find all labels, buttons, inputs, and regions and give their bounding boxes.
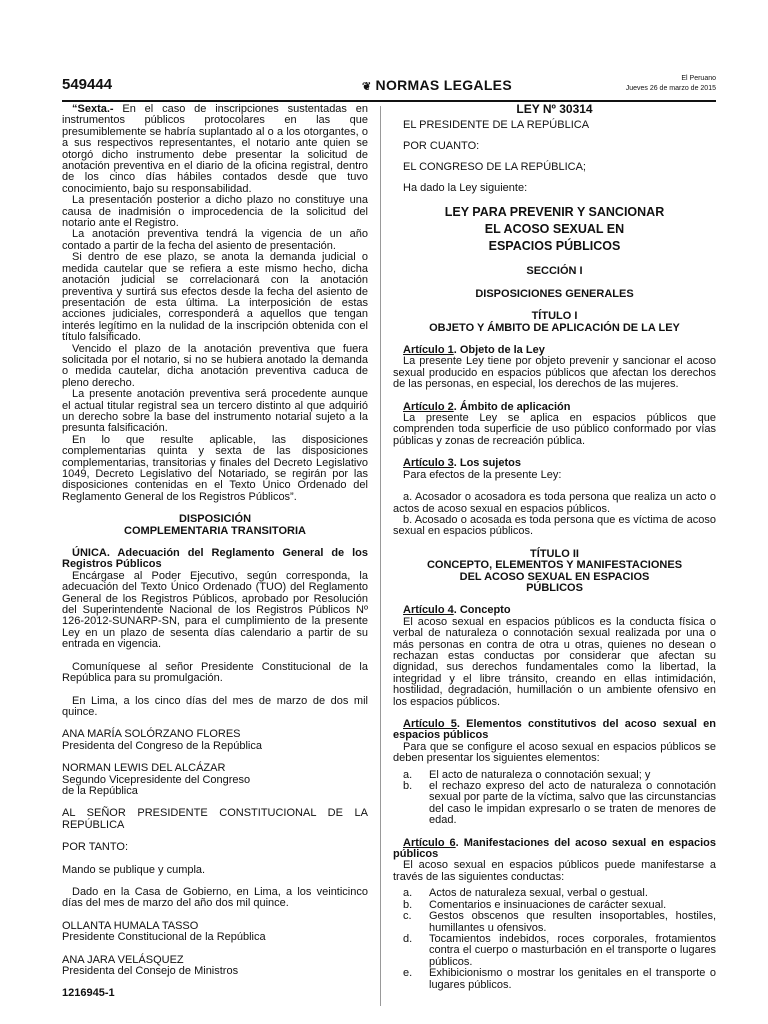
publisher-name: El Peruano: [681, 75, 716, 82]
preamble: EL PRESIDENTE DE LA REPÚBLICA POR CUANTO: EL CONGRESO DE LA REPÚBLICA; Ha dado la Ley siguiente:: [403, 119, 590, 195]
paragraph: Para efectos de la presente Ley:: [403, 468, 562, 481]
publication-logo: [362, 77, 512, 93]
paragraph: La presente Ley se aplica en espacios públicos que comprenden toda superficie de uso público conformado por vías públicas y zonas de recreación pública.: [393, 412, 716, 447]
list-item: d. Tocamientos indebidos, roces corporales, frotamientos contra el cuerpo o masturbación en el transporte o lugares públicos.: [403, 932, 716, 968]
paragraph: En Lima, a los cinco días del mes de marzo de dos mil quince.: [62, 694, 368, 718]
paragraph: Encárgase al Poder Ejecutivo, según corresponda, la adecuación del Texto Único Ordenado (TUO) del Reglamento General de los Registros Públicos, aprobado por Resolución del Superintendente Nacional de los Registros Públicos Nº 126-2012-SUNARP-SN, para el cumplimiento de la presente Ley en un plazo de sesenta días calendario a partir de su entrada en vigencia.: [62, 569, 368, 651]
coat-of-arms-icon: ❦: [362, 81, 372, 93]
paragraph: Si dentro de ese plazo, se anota la demanda judicial o medida cautelar que se refiera a este mismo hecho, dicha anotación judicial se correlacionará con la anotación preventiva y surtirá sus efectos desde la fecha del asiento de presentación de esta última. La interposición de estas acciones judiciales, corresponderá a aquellos que tengan interés legítimo en la nulidad de la inscripción obtenida con el título falsificado.: [62, 251, 368, 344]
list-item: c. Gestos obscenos que resulten insoportables, hostiles, humillantes u ofensivos.: [403, 910, 716, 934]
logo-text: NORMAS LEGALES: [375, 77, 512, 93]
paragraph: b. Acosado o acosada es toda persona que es víctima de acoso sexual en espacios públicos.: [393, 513, 716, 538]
paragraph: Vencido el plazo de la anotación preventiva que fuera solicitada por el notario, si no se hubiera anotado la demanda o medida cautelar, dicha anotación preventiva caduca de pleno derecho.: [62, 342, 368, 389]
paragraph: La presente Ley tiene por objeto prevenir y sancionar el acoso sexual producido en espacios públicos que afectan los derechos de las personas, en especial, los derechos de las mujeres.: [393, 355, 716, 391]
document-code: 1216945-1: [62, 987, 115, 1000]
list-item: a. El acto de naturaleza o connotación sexual; y: [403, 768, 651, 781]
paragraph: “Sexta.- En el caso de inscripciones sustentadas en instrumentos públicos protocolares en las que presumiblemente se habría suplantado al o a los otorgantes, o a sus respectivos representantes, el notario ante quien se otorgó dicho instrumento debe presentar la solicitud de anotación preventiva en el diario de la oficina registral, dentro de los cinco días hábiles contados desde que tuvo conocimiento, bajo su responsabilidad.: [62, 103, 368, 195]
header-meta: [626, 74, 716, 94]
paragraph: POR TANTO:: [62, 841, 129, 854]
paragraph: a. Acosador o acosadora es toda persona que realiza un acto o actos de acoso sexual en espacios públicos.: [393, 491, 716, 515]
list-item: a. Actos de naturaleza sexual, verbal o gestual.: [403, 887, 648, 900]
paragraph: La presentación posterior a dicho plazo no constituye una causa de inadmisión o improcedencia de la solicitud del notario ante el Registro.: [62, 194, 368, 230]
signatory: ANA MARÍA SOLÓRZANO FLORES Presidenta del Congreso de la República: [62, 728, 262, 752]
column-divider: [380, 106, 381, 1006]
paragraph: Mando se publique y cumpla.: [62, 863, 206, 876]
paragraph: En lo que resulte aplicable, las disposiciones complementarias quinta y sexta de las disposiciones complementarias, transitorias y finales del Decreto Legislativo 1049, Decreto Legislativo del Notariado, se regirán por las disposiciones contenidas en el Texto Único Ordenado del Reglamento General de los Registros Públicos”.: [62, 433, 368, 503]
list-item: b. el rechazo expreso del acto de naturaleza o connotación sexual por parte de la víctima, salvo que las circunstancias del caso le impidan expresarlo o se traten de menores de edad.: [403, 780, 716, 827]
page-number: 549444: [62, 76, 113, 93]
title-heading: PÚBLICOS: [526, 581, 583, 594]
header-rule: [62, 100, 716, 102]
paragraph: La presente anotación preventiva será procedente aunque el actual titular registral sea un tercero distinto al que adquirió un derecho sobre la base del instrumento notarial sujeto a la presunta falsificación.: [62, 388, 368, 435]
paragraph: La anotación preventiva tendrá la vigencia de un año contado a partir de la fecha del asiento de presentación.: [62, 228, 368, 252]
title-heading: TÍTULO II: [530, 547, 579, 560]
list-item: e. Exhibicionismo o mostrar los genitales en el transporte o lugares públicos.: [403, 967, 716, 991]
law-number: LEY Nº 30314: [516, 102, 593, 116]
article-heading: Artículo 2. Ámbito de aplicación: [403, 400, 571, 413]
section-heading: DISPOSICIÓN: [178, 513, 252, 526]
title-heading: OBJETO Y ÁMBITO DE APLICACIÓN DE LA LEY: [429, 321, 680, 334]
title-heading: CONCEPTO, ELEMENTOS Y MANIFESTACIONES: [426, 559, 683, 572]
article-heading: Artículo 6. Manifestaciones del acoso sexual en espacios públicos: [393, 836, 717, 861]
paragraph: Dado en la Casa de Gobierno, en Lima, a los veinticinco días del mes de marzo del año dos mil quince.: [62, 885, 368, 910]
article-heading: Artículo 5. Elementos constitutivos del acoso sexual en espacios públicos: [393, 718, 716, 742]
signatory: OLLANTA HUMALA TASSO Presidente Constitucional de la República: [62, 919, 266, 944]
addressee: AL SEÑOR PRESIDENTE CONSTITUCIONAL DE LA REPÚBLICA: [62, 807, 368, 831]
publication-date: Jueves 26 de marzo de 2015: [625, 85, 716, 92]
left-column: [62, 104, 368, 1000]
title-heading: TÍTULO I: [531, 310, 578, 323]
law-title: LEY PARA PREVENIR Y SANCIONAR EL ACOSO SEXUAL EN ESPACIOS PÚBLICOS: [444, 205, 665, 254]
article-heading: Artículo 1. Objeto de la Ley: [403, 344, 545, 357]
paragraph: El acoso sexual en espacios públicos es la conducta física o verbal de naturaleza o connotación sexual realizada por una o más personas en contra de otra u otras, quienes no desean o rechazan estas conductas por considerar que afectan su dignidad, sus derechos fundamentales como la libertad, la integridad y el libre tránsito, creando en ellas intimidación, hostilidad, degradación, humillación o un ambiente ofensivo en los espacios públicos.: [393, 615, 716, 708]
right-column: [393, 104, 716, 991]
section-heading: COMPLEMENTARIA TRANSITORIA: [124, 524, 306, 537]
paragraph: Comuníquese al señor Presidente Constitucional de la República para su promulgación.: [62, 660, 368, 685]
article-heading: Artículo 3. Los sujetos: [403, 457, 521, 470]
paragraph: El acoso sexual en espacios públicos puede manifestarse a través de las siguientes conductas:: [393, 859, 716, 883]
section-heading: DISPOSICIONES GENERALES: [475, 287, 634, 300]
section-heading: SECCIÓN I: [526, 265, 583, 278]
paragraph: Para que se configure el acoso sexual en espacios públicos se deben presentar los siguientes elementos:: [393, 740, 716, 765]
list-item: b. Comentarios e insinuaciones de carácter sexual.: [403, 898, 667, 911]
page-header: [62, 74, 716, 100]
article-heading: Artículo 4. Concepto: [403, 604, 511, 617]
title-heading: DEL ACOSO SEXUAL EN ESPACIOS: [459, 570, 650, 583]
provision-title: ÚNICA. Adecuación del Reglamento General de los Registros Públicos: [62, 547, 368, 571]
signatory: ANA JARA VELÁSQUEZ Presidenta del Consejo de Ministros: [62, 953, 239, 977]
signatory: NORMAN LEWIS DEL ALCÁZAR Segundo Vicepresidente del Congreso de la República: [62, 762, 251, 797]
